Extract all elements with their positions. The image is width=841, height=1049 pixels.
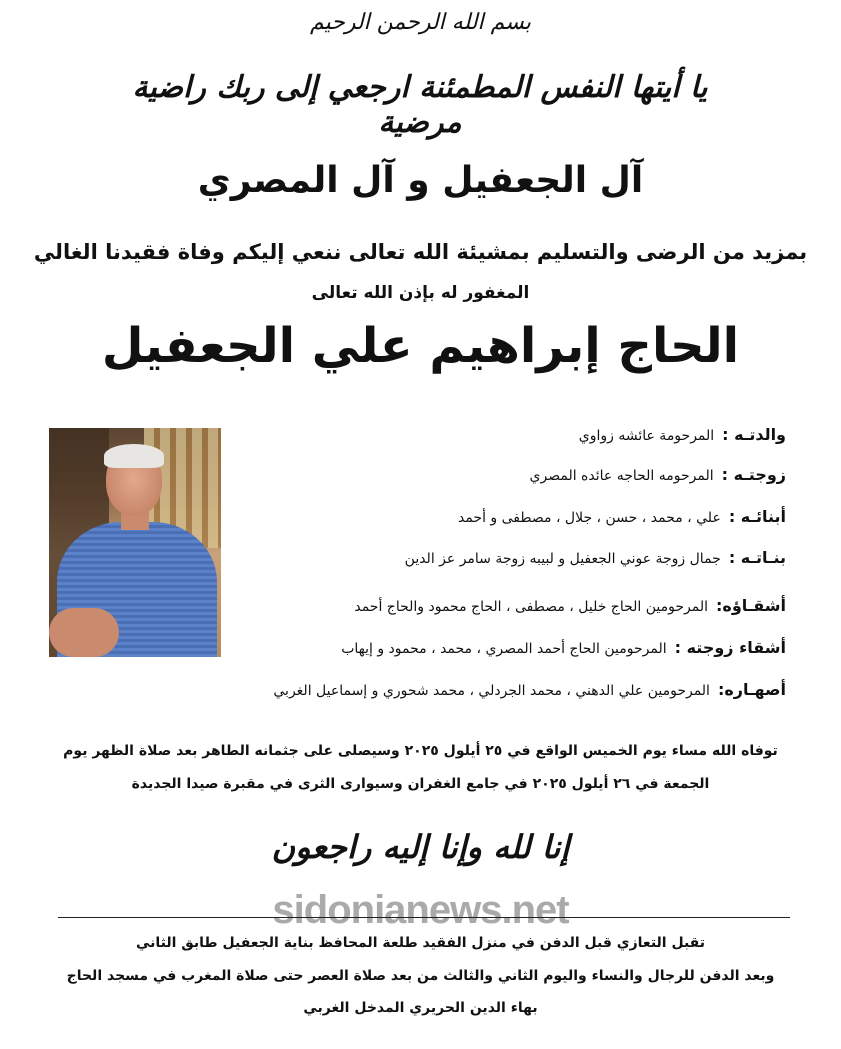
relative-label: أشقـاؤه: bbox=[716, 596, 786, 615]
relative-row bbox=[226, 596, 786, 615]
condolences-line3: بهاء الدين الحريري المدخل الغربي bbox=[303, 1000, 538, 1016]
relative-value: المرحومين علي الدهني ، محمد الجردلي ، محمد شحوري و إسماعيل الغربي bbox=[273, 683, 710, 699]
relative-row bbox=[126, 680, 786, 699]
deceased-name: الحاج إبراهيم علي الجعفيل bbox=[101, 318, 740, 374]
forgiven-line: المغفور له بإذن الله تعالى bbox=[311, 283, 530, 303]
relative-value: المرحومة عائشه زواوي bbox=[578, 428, 715, 444]
relative-label: أشقاء زوجته : bbox=[674, 638, 786, 657]
relative-value: المرحومه الحاجه عائده المصري bbox=[529, 468, 714, 484]
relative-row bbox=[266, 465, 786, 484]
condolences-line1: تقبل التعازي قبل الدفن في منزل الفقيد طلعة المحافظ بناية الجعفيل طابق الثاني bbox=[135, 935, 706, 951]
basmala: بسم الله الرحمن الرحيم bbox=[309, 10, 532, 35]
condolences-line2: وبعد الدفن للرجال والنساء واليوم الثاني والثالث من بعد صلاة العصر حتى صلاة المغرب في مسجد الحاج bbox=[66, 968, 775, 984]
relative-value: جمال زوجة عوني الجعفيل و لبيبه زوجة سامر عز الدين bbox=[404, 551, 721, 567]
funeral-details-line2: الجمعة في ٢٦ أيلول ٢٠٢٥ في جامع الغفران وسيوارى الثرى في مقبرة صيدا الجديدة bbox=[131, 776, 710, 792]
relative-label: بنـاتـه : bbox=[728, 548, 786, 567]
relative-label: أصهـاره: bbox=[717, 680, 786, 699]
watermark: sidonianews.net bbox=[272, 888, 569, 932]
funeral-details-line1: توفاه الله مساء يوم الخميس الواقع في ٢٥ أيلول ٢٠٢٥ وسيصلى على جثمانه الطاهر بعد صلاة الظهر يوم bbox=[63, 743, 778, 759]
closing-verse: إنا لله وإنا إليه راجعون bbox=[271, 828, 570, 866]
relative-value: المرحومين الحاج خليل ، مصطفى ، الحاج محمود والحاج أحمد bbox=[354, 599, 708, 615]
quran-verse: يا أيتها النفس المطمئنة ارجعي إلى ربك راضية مرضية bbox=[132, 70, 708, 140]
deceased-photo bbox=[49, 428, 221, 657]
divider bbox=[58, 917, 790, 918]
relative-value: المرحومين الحاج أحمد المصري ، محمد ، محمود و إيهاب bbox=[341, 641, 667, 657]
relative-row bbox=[266, 548, 786, 567]
relative-row bbox=[266, 507, 786, 526]
relative-label: زوجتـه : bbox=[721, 465, 786, 484]
relative-label: أبنائـه : bbox=[728, 507, 786, 526]
relative-row bbox=[226, 638, 786, 657]
relative-value: علي ، محمد ، حسن ، جلال ، مصطفى و أحمد bbox=[457, 510, 721, 526]
announcement-intro: بمزيد من الرضى والتسليم بمشيئة الله تعالى ننعي إليكم وفاة فقيدنا الغالي bbox=[33, 240, 808, 264]
relative-label: والدتـه : bbox=[722, 425, 786, 444]
family-names: آل الجعفيل و آل المصري bbox=[197, 160, 644, 201]
relative-row bbox=[266, 425, 786, 444]
